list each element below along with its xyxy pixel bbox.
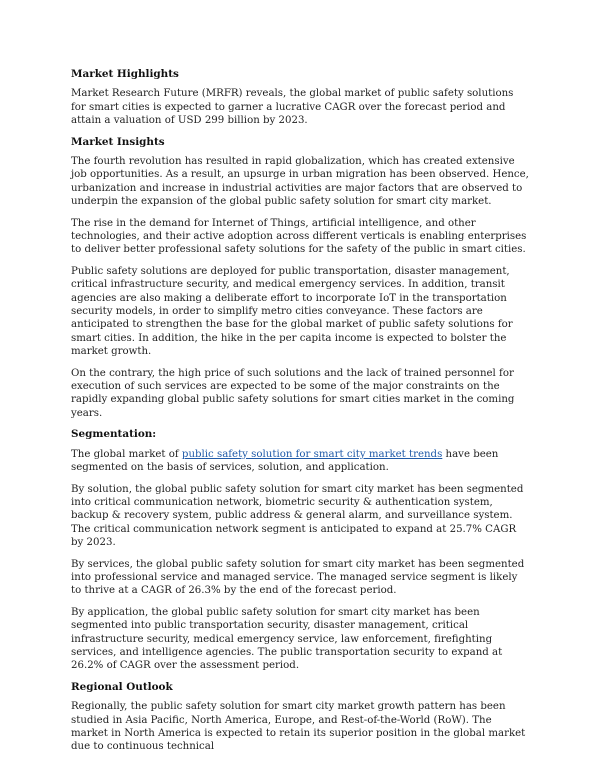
paragraph-highlights-1: Market Research Future (MRFR) reveals, the global market of public safety solutions for smart cities is expected to garner a lucrative CAGR over the forecast period and attain a valuation of USD 299 billion by 2023. — [71, 88, 514, 126]
paragraph-segmentation-2: By solution, the global public safety solution for smart city market has been segmented into critical communication network, biometric security & authentication system, backup & recovery system, public address & general alarm, and surveillance system. The critical communication network segment is anticipated to expand at 25.7% CAGR by 2023. — [71, 483, 524, 548]
heading-market-highlights: Market Highlights — [71, 68, 179, 80]
heading-market-insights: Market Insights — [71, 135, 165, 148]
heading-segmentation: Segmentation: — [71, 428, 157, 441]
paragraph-insights-2: The rise in the demand for Internet of Things, artificial intelligence, and other technologies, and their active adoption across different verticals is enabling enterprises to deliver better professional safety solutions for the safety of the public in smart cities. — [71, 217, 527, 256]
paragraph-regional-1: Regionally, the public safety solution for smart city market growth pattern has been studied in Asia Pacific, North America, Europe, and Rest-of-the-World (RoW). The market in North America is expected to retain its superior position in the global market due to continuous technical — [71, 701, 526, 753]
segmentation-text-after-link: have been segmented on the basis of services, solution, and application. — [71, 448, 499, 473]
segmentation-text-before-link: The global market of — [71, 448, 182, 460]
paragraph-segmentation-4: By application, the global public safety solution for smart city market has been segmented into public transportation security, disaster management, critical infrastructure security, medical emergency service, law enforcement, firefighting services, and intelligence agencies. The public transportation security to expand at 26.2% of CAGR over the assessment period. — [71, 607, 503, 672]
paragraph-insights-4: On the contrary, the high price of such solutions and the lack of trained personnel for execution of such services are expected to be some of the major constraints on the rapidly expanding global public safety solutions for smart cities market in the coming years. — [71, 367, 515, 419]
paragraph-segmentation-1 — [71, 448, 530, 475]
market-trends-link[interactable]: public safety solution for smart city market trends — [181, 448, 443, 460]
paragraph-insights-3: Public safety solutions are deployed for public transportation, disaster management, critical infrastructure security, and medical emergency services. In addition, transit agencies are also making a deliberate effort to incorporate IoT in the transportation security models, in order to simplify metro cities conveyance. These factors are anticipated to strengthen the base for the global market of public safety solutions for smart cities. In addition, the hike in the per capita income is expected to bolster the market growth. — [71, 266, 513, 357]
paragraph-segmentation-3: By services, the global public safety solution for smart city market has been segmented into professional service and managed service. The managed service segment is likely to thrive at a CAGR of 26.3% by the end of the forecast period. — [71, 558, 525, 597]
heading-regional-outlook: Regional Outlook — [71, 681, 173, 694]
paragraph-insights-1: The fourth revolution has resulted in rapid globalization, which has created extensive job opportunities. As a result, an upsurge in urban migration has been observed. Hence, urbanization and increase in industrial activities are major factors that are observed to underpin the expansion of the global public safety solution for smart city market. — [71, 155, 529, 207]
